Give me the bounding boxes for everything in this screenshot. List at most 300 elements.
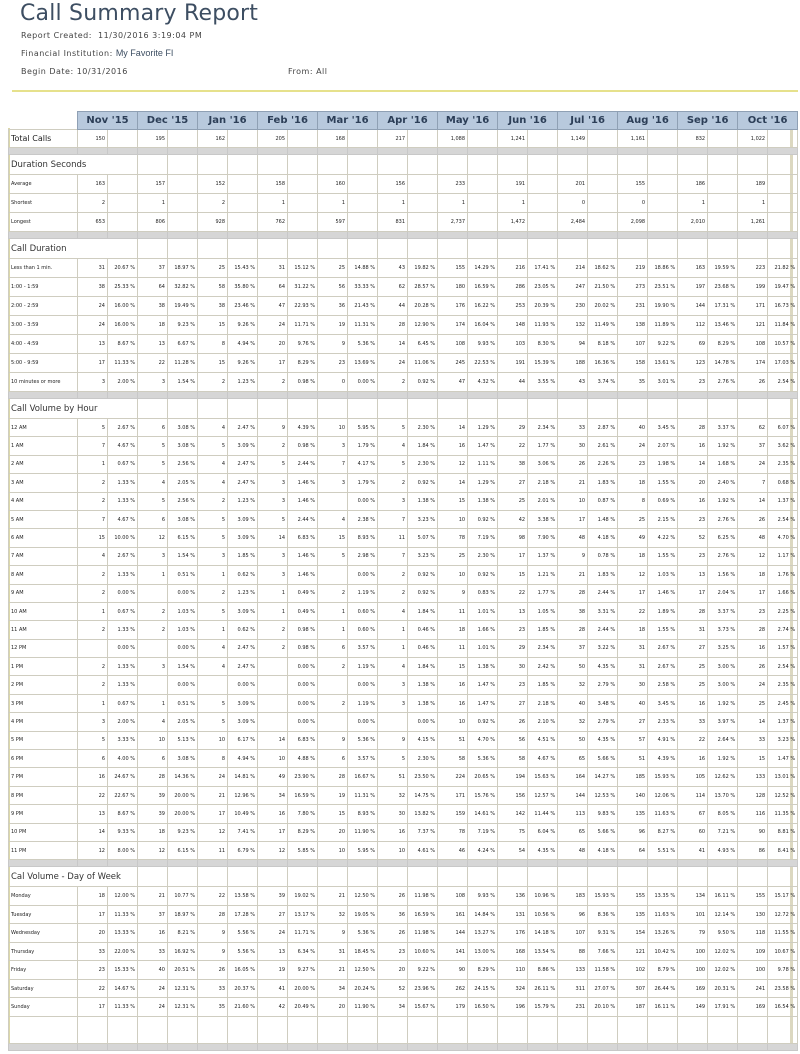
percent-value: 8.27 % — [648, 823, 678, 841]
percent-value: 2.30 % — [468, 547, 498, 565]
count-value: 33 — [138, 942, 168, 961]
percent-value: 12.02 % — [708, 942, 738, 961]
percent-value: 0.46 % — [408, 621, 438, 639]
separator-cell — [528, 860, 558, 867]
count-value: 10 — [198, 731, 228, 749]
percent-value: 2.45 % — [768, 694, 798, 712]
empty-cell — [468, 213, 498, 232]
count-value: 33 — [78, 942, 108, 961]
total-calls-value: 1,088 — [438, 130, 468, 148]
percent-value: 2.33 % — [648, 713, 678, 731]
count-value: 17 — [78, 905, 108, 924]
percent-value: 4.39 % — [288, 419, 318, 437]
percent-value: 1.03 % — [168, 621, 198, 639]
count-value: 14 — [378, 335, 408, 354]
percent-value: 1.37 % — [768, 713, 798, 731]
percent-value: 6.83 % — [288, 731, 318, 749]
count-value: 9 — [378, 731, 408, 749]
row-label: 2 PM — [9, 676, 78, 694]
percent-value: 10.00 % — [108, 529, 138, 547]
percent-value: 13.82 % — [408, 805, 438, 823]
empty-cell — [408, 867, 438, 887]
separator-cell — [348, 1043, 378, 1050]
percent-value: 0.00 % — [228, 676, 258, 694]
count-value: 14 — [738, 492, 768, 510]
percent-value: 3.31 % — [588, 602, 618, 620]
count-value: 10 — [378, 841, 408, 859]
percent-value: 3.37 % — [708, 602, 738, 620]
percent-value: 13.69 % — [348, 354, 378, 373]
begin-date-label: Begin Date: — [21, 67, 74, 76]
percent-value: 8.29 % — [288, 354, 318, 373]
volume-by-day-row — [9, 961, 798, 980]
percent-value: 1.19 % — [348, 584, 378, 602]
separator-cell — [498, 148, 528, 155]
percent-value: 10.77 % — [168, 887, 198, 906]
percent-value: 11.63 % — [648, 805, 678, 823]
percent-value: 2.67 % — [108, 419, 138, 437]
count-value: 41 — [258, 979, 288, 998]
percent-value: 4.18 % — [588, 841, 618, 859]
total-calls-row — [9, 130, 798, 148]
count-value: 159 — [438, 805, 468, 823]
volume-by-hour-row — [9, 658, 798, 676]
percent-value: 12.02 % — [708, 961, 738, 980]
section-title: Duration Seconds — [9, 155, 138, 175]
percent-value: 2.34 % — [528, 639, 558, 657]
volume-by-hour-row — [9, 768, 798, 786]
percent-value: 23.05 % — [528, 278, 558, 297]
total-calls-value: 1,149 — [558, 130, 588, 148]
percent-value: 1.57 % — [768, 639, 798, 657]
empty-cell — [738, 867, 768, 887]
count-value: 5 — [78, 419, 108, 437]
separator-cell — [318, 148, 348, 155]
count-value: 174 — [438, 316, 468, 335]
count-value: 138 — [618, 316, 648, 335]
percent-value: 13.26 % — [648, 924, 678, 943]
percent-value: 4.18 % — [588, 529, 618, 547]
empty-cell — [348, 399, 378, 419]
separator-cell — [318, 392, 348, 399]
count-value: 10 — [438, 713, 468, 731]
empty-cell — [768, 399, 798, 419]
percent-value: 1.83 % — [588, 474, 618, 492]
count-value: 11 — [378, 529, 408, 547]
count-value: 4 — [198, 419, 228, 437]
percent-value: 21.60 % — [228, 998, 258, 1017]
empty-cell — [9, 1016, 78, 1043]
separator-cell — [378, 392, 408, 399]
count-value — [258, 658, 288, 676]
count-value: 286 — [498, 278, 528, 297]
duration-value: 2,010 — [678, 213, 708, 232]
percent-value: 8.05 % — [708, 805, 738, 823]
count-value: 2 — [78, 584, 108, 602]
count-value: 27 — [498, 694, 528, 712]
count-value: 6 — [318, 639, 348, 657]
count-value: 4 — [138, 474, 168, 492]
percent-value: 14.75 % — [408, 786, 438, 804]
from-value: All — [316, 67, 328, 76]
empty-cell — [378, 239, 408, 259]
count-value: 33 — [558, 419, 588, 437]
percent-value: 7.41 % — [228, 823, 258, 841]
count-value: 5 — [198, 510, 228, 528]
total-calls-value: 162 — [198, 130, 228, 148]
separator-cell — [528, 392, 558, 399]
separator-cell — [138, 1043, 168, 1050]
empty-cell — [318, 155, 348, 175]
percent-value: 20.39 % — [528, 297, 558, 316]
section-separator — [9, 1043, 798, 1050]
percent-value: 2.76 % — [708, 373, 738, 392]
count-value: 163 — [678, 259, 708, 278]
count-value: 16 — [678, 437, 708, 455]
count-value: 2 — [258, 373, 288, 392]
separator-cell — [558, 148, 588, 155]
count-value: 3 — [258, 547, 288, 565]
separator-cell — [738, 860, 768, 867]
count-value: 58 — [438, 750, 468, 768]
count-value: 28 — [558, 584, 588, 602]
separator-cell — [9, 392, 78, 399]
percent-value: 12.53 % — [588, 786, 618, 804]
separator-cell — [228, 148, 258, 155]
separator-cell — [438, 392, 468, 399]
separator-cell — [528, 1043, 558, 1050]
percent-value: 3.00 % — [708, 676, 738, 694]
percent-value: 11.71 % — [288, 924, 318, 943]
percent-value: 0.69 % — [648, 492, 678, 510]
separator-cell — [258, 1043, 288, 1050]
count-value — [138, 639, 168, 657]
separator-cell — [288, 232, 318, 239]
count-value: 25 — [678, 658, 708, 676]
count-value — [258, 694, 288, 712]
count-value: 123 — [678, 354, 708, 373]
percent-value: 21.50 % — [588, 278, 618, 297]
percent-value: 9.93 % — [468, 887, 498, 906]
count-value: 3 — [318, 437, 348, 455]
percent-value: 0.60 % — [348, 621, 378, 639]
separator-cell — [768, 148, 798, 155]
percent-value: 13.58 % — [228, 887, 258, 906]
percent-value: 4.35 % — [528, 841, 558, 859]
count-value: 2 — [198, 373, 228, 392]
percent-value: 13.17 % — [288, 905, 318, 924]
percent-value: 4.70 % — [468, 731, 498, 749]
percent-value: 5.07 % — [408, 529, 438, 547]
empty-cell — [468, 175, 498, 194]
empty-cell — [228, 130, 258, 148]
percent-value: 1.38 % — [408, 694, 438, 712]
empty-cell — [228, 155, 258, 175]
blank-row — [9, 1016, 798, 1043]
separator-cell — [378, 860, 408, 867]
count-value: 22 — [198, 887, 228, 906]
month-header: Jul '16 — [558, 112, 618, 130]
empty-cell — [768, 239, 798, 259]
count-value: 37 — [558, 639, 588, 657]
percent-value: 3.08 % — [168, 419, 198, 437]
count-value: 176 — [438, 297, 468, 316]
count-value: 24 — [78, 297, 108, 316]
empty-cell — [588, 155, 618, 175]
count-value: 48 — [558, 529, 588, 547]
section-separator — [9, 392, 798, 399]
empty-cell — [528, 213, 558, 232]
separator-cell — [498, 232, 528, 239]
count-value: 64 — [258, 278, 288, 297]
count-value: 11 — [198, 841, 228, 859]
duration-value: 201 — [558, 175, 588, 194]
row-label: 6 PM — [9, 750, 78, 768]
empty-cell — [288, 194, 318, 213]
row-label: Sunday — [9, 998, 78, 1017]
count-value: 98 — [498, 529, 528, 547]
count-value: 23 — [618, 455, 648, 473]
percent-value: 31.22 % — [288, 278, 318, 297]
percent-value: 2.67 % — [108, 547, 138, 565]
percent-value: 1.33 % — [108, 621, 138, 639]
count-value: 14 — [78, 823, 108, 841]
percent-value: 1.21 % — [528, 566, 558, 584]
duration-value: 1 — [738, 194, 768, 213]
separator-cell — [768, 392, 798, 399]
count-value: 101 — [678, 905, 708, 924]
separator-cell — [768, 860, 798, 867]
count-value: 29 — [498, 419, 528, 437]
count-value: 1 — [78, 694, 108, 712]
count-value: 39 — [258, 887, 288, 906]
percent-value: 9.33 % — [108, 823, 138, 841]
count-value: 179 — [438, 998, 468, 1017]
separator-cell — [198, 392, 228, 399]
percent-value: 8.29 % — [288, 823, 318, 841]
percent-value: 12.52 % — [768, 786, 798, 804]
empty-cell — [198, 1016, 228, 1043]
percent-value: 1.29 % — [468, 474, 498, 492]
percent-value: 2.74 % — [768, 621, 798, 639]
count-value: 171 — [738, 297, 768, 316]
count-value: 15 — [198, 316, 228, 335]
count-value: 135 — [618, 905, 648, 924]
duration-value: 2,098 — [618, 213, 648, 232]
month-header: Jan '16 — [198, 112, 258, 130]
percent-value: 3.09 % — [228, 713, 258, 731]
percent-value: 1.11 % — [468, 455, 498, 473]
count-value: 19 — [318, 316, 348, 335]
percent-value: 13.61 % — [648, 354, 678, 373]
empty-cell — [468, 155, 498, 175]
empty-cell — [648, 399, 678, 419]
percent-value: 1.54 % — [168, 658, 198, 676]
percent-value: 20.00 % — [288, 979, 318, 998]
percent-value: 0.00 % — [348, 676, 378, 694]
percent-value: 27.07 % — [588, 979, 618, 998]
count-value: 90 — [438, 961, 468, 980]
count-value: 10 — [138, 731, 168, 749]
empty-cell — [168, 175, 198, 194]
separator-cell — [378, 148, 408, 155]
percent-value: 11.33 % — [108, 905, 138, 924]
count-value: 20 — [258, 335, 288, 354]
count-value: 26 — [738, 510, 768, 528]
count-value: 194 — [498, 768, 528, 786]
percent-value: 13.01 % — [768, 768, 798, 786]
percent-value: 0.98 % — [288, 437, 318, 455]
count-value: 38 — [498, 455, 528, 473]
percent-value: 12.31 % — [168, 998, 198, 1017]
count-value: 25 — [318, 259, 348, 278]
percent-value: 5.56 % — [228, 942, 258, 961]
count-value: 15 — [318, 805, 348, 823]
count-value: 121 — [618, 942, 648, 961]
percent-value: 13.54 % — [528, 942, 558, 961]
percent-value: 4.94 % — [228, 750, 258, 768]
percent-value: 1.83 % — [588, 566, 618, 584]
percent-value: 3.74 % — [588, 373, 618, 392]
count-value: 51 — [618, 750, 648, 768]
percent-value: 16.50 % — [468, 998, 498, 1017]
count-value: 100 — [678, 942, 708, 961]
count-value: 4 — [378, 658, 408, 676]
percent-value: 2.35 % — [768, 455, 798, 473]
separator-cell — [738, 148, 768, 155]
separator-cell — [588, 860, 618, 867]
percent-value: 14.88 % — [348, 259, 378, 278]
percent-value: 5.36 % — [348, 335, 378, 354]
count-value: 22 — [78, 979, 108, 998]
count-value: 7 — [318, 455, 348, 473]
percent-value: 12.00 % — [108, 887, 138, 906]
count-value: 35 — [198, 998, 228, 1017]
empty-cell — [168, 155, 198, 175]
count-value: 5 — [138, 492, 168, 510]
percent-value: 2.47 % — [228, 474, 258, 492]
volume-by-hour-row — [9, 731, 798, 749]
count-value: 158 — [618, 354, 648, 373]
percent-value: 5.56 % — [228, 924, 258, 943]
count-value: 180 — [438, 278, 468, 297]
duration-value: 2 — [78, 194, 108, 213]
separator-cell — [108, 1043, 138, 1050]
volume-by-hour-row — [9, 437, 798, 455]
count-value: 67 — [678, 805, 708, 823]
count-value: 62 — [738, 419, 768, 437]
row-label: 1 PM — [9, 658, 78, 676]
percent-value: 15.76 % — [468, 786, 498, 804]
duration-value: 158 — [258, 175, 288, 194]
percent-value: 2.00 % — [108, 713, 138, 731]
percent-value: 3.09 % — [228, 602, 258, 620]
count-value: 230 — [558, 297, 588, 316]
percent-value: 20.67 % — [108, 259, 138, 278]
section-title: Call Duration — [9, 239, 138, 259]
percent-value: 4.32 % — [468, 373, 498, 392]
count-value: 14 — [438, 474, 468, 492]
count-value: 1 — [258, 584, 288, 602]
percent-value: 16.73 % — [768, 297, 798, 316]
empty-cell — [768, 175, 798, 194]
count-value: 307 — [618, 979, 648, 998]
duration-value: 191 — [498, 175, 528, 194]
row-label: 11 AM — [9, 621, 78, 639]
count-value: 42 — [498, 510, 528, 528]
percent-value: 15.93 % — [588, 887, 618, 906]
separator-cell — [588, 392, 618, 399]
count-value: 12 — [438, 455, 468, 473]
empty-cell — [258, 239, 288, 259]
count-value: 2 — [78, 658, 108, 676]
count-value: 39 — [138, 805, 168, 823]
empty-cell — [408, 130, 438, 148]
empty-cell — [588, 194, 618, 213]
separator-cell — [9, 148, 78, 155]
count-value: 26 — [198, 961, 228, 980]
percent-value: 1.84 % — [408, 437, 438, 455]
empty-cell — [438, 155, 468, 175]
call-duration-row — [9, 316, 798, 335]
count-value: 1 — [78, 602, 108, 620]
count-value: 14 — [438, 419, 468, 437]
count-value: 69 — [678, 335, 708, 354]
empty-cell — [708, 194, 738, 213]
row-label: 4:00 - 4:59 — [9, 335, 78, 354]
percent-value: 2.34 % — [528, 419, 558, 437]
percent-value: 15.12 % — [288, 259, 318, 278]
count-value — [318, 566, 348, 584]
count-value: 25 — [738, 694, 768, 712]
count-value: 37 — [138, 259, 168, 278]
empty-cell — [528, 867, 558, 887]
separator-cell — [138, 860, 168, 867]
count-value: 13 — [498, 602, 528, 620]
percent-value: 20.00 % — [168, 786, 198, 804]
percent-value: 14.78 % — [708, 354, 738, 373]
percent-value: 4.67 % — [108, 510, 138, 528]
count-value: 161 — [438, 905, 468, 924]
count-value: 107 — [558, 924, 588, 943]
percent-value: 0.49 % — [288, 584, 318, 602]
summary-table-wrapper — [8, 111, 796, 1051]
empty-cell — [498, 239, 528, 259]
percent-value: 17.41 % — [528, 259, 558, 278]
duration-value: 1 — [438, 194, 468, 213]
count-value: 5 — [198, 694, 228, 712]
percent-value: 10.49 % — [228, 805, 258, 823]
count-value: 12 — [258, 841, 288, 859]
count-value: 2 — [78, 676, 108, 694]
duration-value: 163 — [78, 175, 108, 194]
count-value: 112 — [678, 316, 708, 335]
separator-cell — [108, 392, 138, 399]
percent-value: 6.15 % — [168, 529, 198, 547]
percent-value: 19.02 % — [288, 887, 318, 906]
count-value: 231 — [558, 998, 588, 1017]
count-value: 4 — [198, 455, 228, 473]
percent-value: 3.57 % — [348, 639, 378, 657]
empty-cell — [288, 239, 318, 259]
row-label: 6 AM — [9, 529, 78, 547]
separator-cell — [678, 232, 708, 239]
count-value: 28 — [138, 768, 168, 786]
count-value: 78 — [438, 823, 468, 841]
percent-value: 1.92 % — [708, 694, 738, 712]
percent-value: 13.70 % — [708, 786, 738, 804]
percent-value: 14.36 % — [168, 768, 198, 786]
